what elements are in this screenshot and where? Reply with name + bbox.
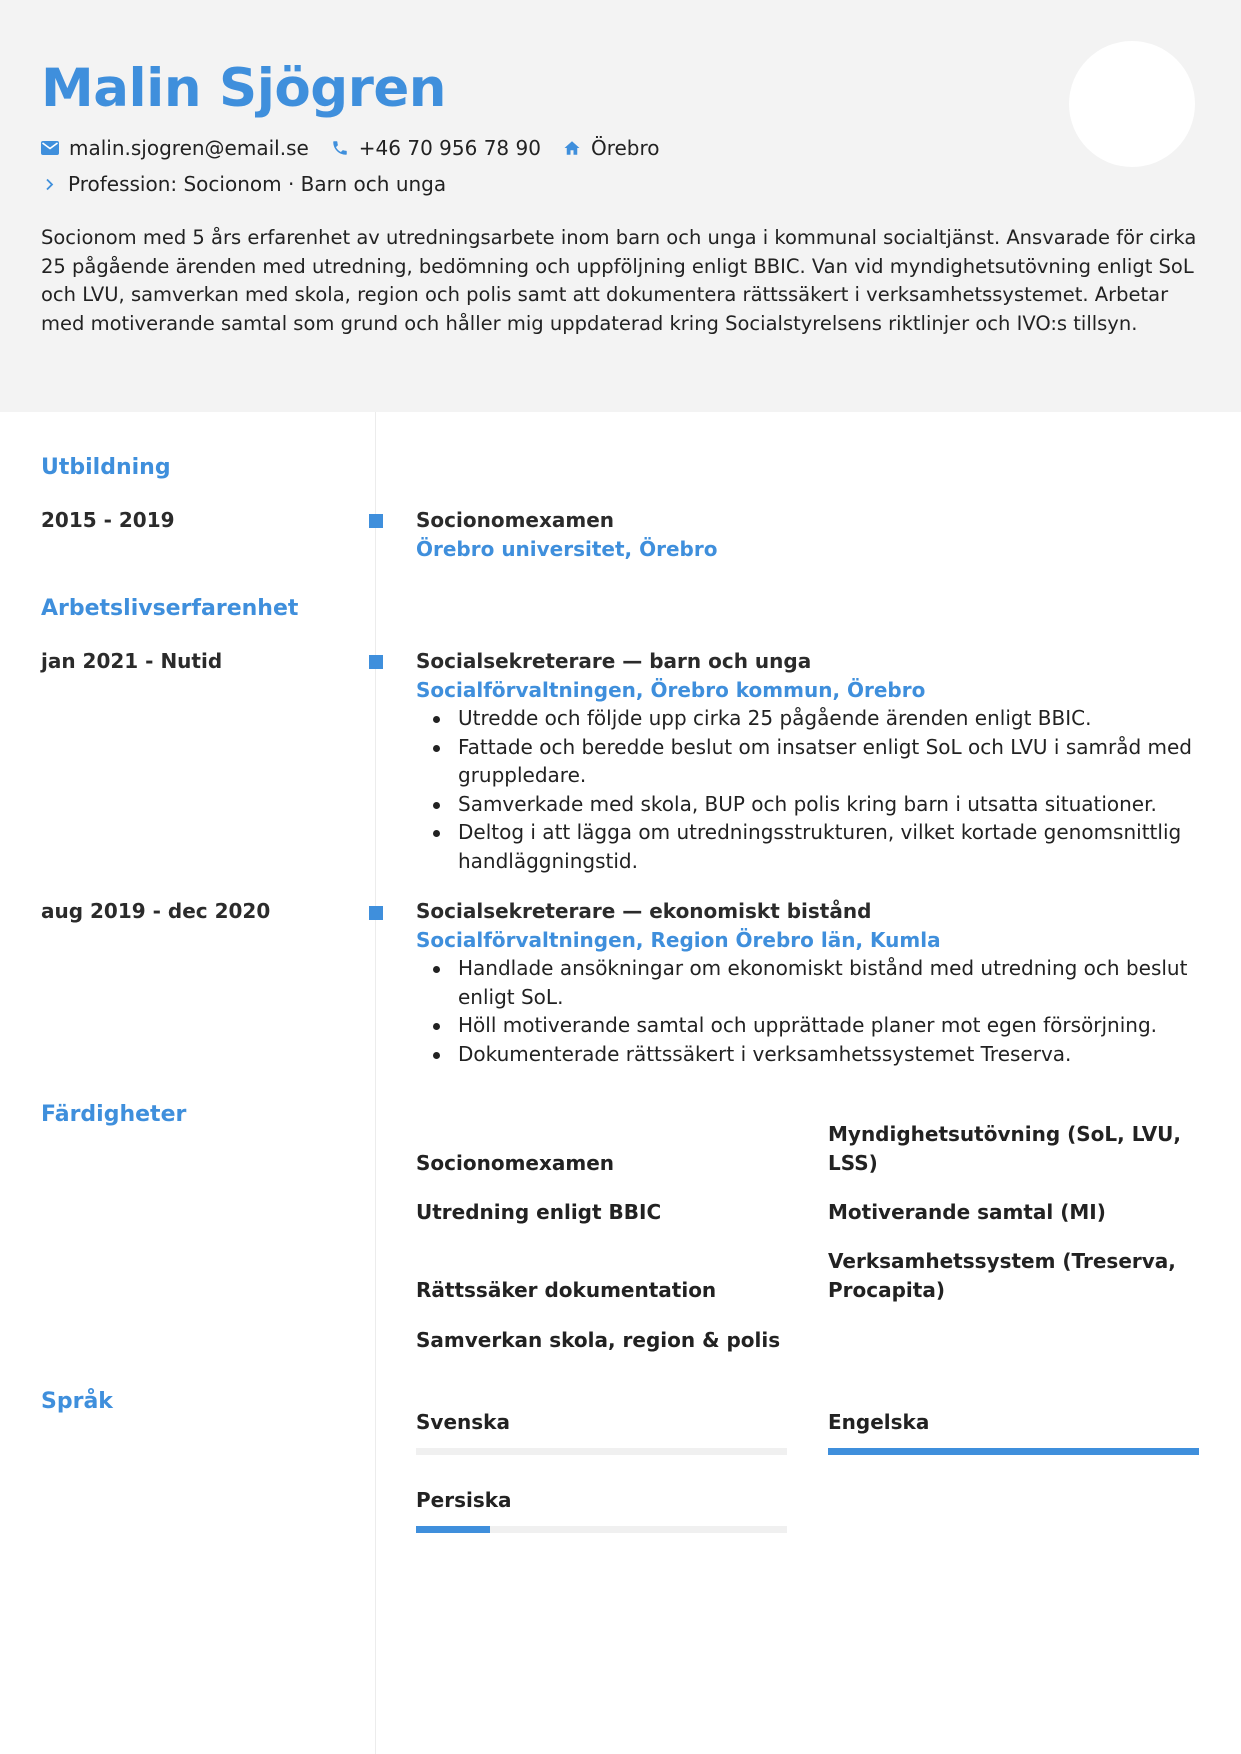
list-item: Deltog i att lägga om utredningsstrukturen, vilket kortade genomsnittlig handläggningstid. — [416, 818, 1196, 875]
section-title-languages: Språk — [41, 1389, 113, 1414]
experience-role: Socialsekreterare — ekonomiskt bistånd — [416, 899, 872, 923]
profile-summary: Socionom med 5 års erfarenhet av utredningsarbete inom barn och unga i kommunal socialtjänst. Ansvarade för cirka 25 pågående ärenden med utredning, bedömning och uppföljning enligt BBIC. Van vid myndighetsutövning enligt SoL och LVU, samverkan med skola, region och polis samt att dokumentera rättssäkert i verksamhetssystemet. Arbetar med motiverande samtal som grund och håller mig uppdaterad kring Socialstyrelsens riktlinjer och IVO:s tillsyn. — [41, 226, 1197, 336]
language-name: Engelska — [828, 1410, 930, 1434]
list-item: Samverkade med skola, BUP och polis kring barn i utsatta situationer. — [416, 790, 1196, 819]
timeline-marker — [369, 655, 383, 669]
profession-text: Profession: Socionom · Barn och unga — [68, 172, 447, 196]
education-date: 2015 - 2019 — [41, 508, 175, 532]
email-text: malin.sjogren@email.se — [69, 136, 309, 160]
home-icon — [563, 139, 581, 157]
profile-photo-placeholder — [1069, 41, 1195, 167]
list-item: Fattade och beredde beslut om insatser enligt SoL och LVU i samråd med gruppledare. — [416, 733, 1196, 790]
contact-phone[interactable] — [331, 136, 541, 160]
language-name: Svenska — [416, 1410, 510, 1434]
experience-bullets — [416, 954, 1196, 1068]
skill-item: Myndighetsutövning (SoL, LVU, LSS) — [828, 1122, 1182, 1175]
skill-item: Motiverande samtal (MI) — [828, 1200, 1106, 1224]
language-level-bar — [416, 1526, 787, 1533]
profession-line — [41, 172, 446, 196]
experience-role: Socialsekreterare — barn och unga — [416, 649, 812, 673]
experience-org: Socialförvaltningen, Örebro kommun, Örebro — [416, 678, 926, 702]
phone-icon — [331, 139, 349, 157]
city-text: Örebro — [590, 136, 660, 160]
experience-org: Socialförvaltningen, Region Örebro län, Kumla — [416, 928, 941, 952]
contact-city — [563, 136, 660, 160]
education-degree: Socionomexamen — [416, 508, 615, 532]
section-title-education: Utbildning — [41, 455, 171, 480]
skill-item: Rättssäker dokumentation — [416, 1278, 717, 1302]
language-level-bar — [416, 1448, 787, 1455]
column-divider — [375, 412, 376, 1754]
experience-date: jan 2021 - Nutid — [41, 649, 223, 673]
experience-date: aug 2019 - dec 2020 — [41, 899, 271, 923]
list-item: Dokumenterade rättssäkert i verksamhetssystemet Treserva. — [416, 1040, 1196, 1069]
education-school: Örebro universitet, Örebro — [416, 537, 718, 561]
skill-item: Samverkan skola, region & polis — [416, 1328, 781, 1352]
timeline-marker — [369, 514, 383, 528]
skill-item: Verksamhetssystem (Treserva, Procapita) — [828, 1249, 1176, 1302]
skill-item: Socionomexamen — [416, 1151, 615, 1175]
section-title-skills: Färdigheter — [41, 1102, 187, 1127]
language-level-bar — [828, 1448, 1199, 1455]
timeline-marker — [369, 906, 383, 920]
contact-row — [41, 136, 682, 160]
language-level-fill — [416, 1526, 490, 1533]
header — [0, 0, 1241, 412]
contact-email[interactable] — [41, 136, 309, 160]
experience-bullets — [416, 704, 1196, 876]
list-item: Utredde och följde upp cirka 25 pågående ärenden enligt BBIC. — [416, 704, 1196, 733]
list-item: Höll motiverande samtal och upprättade planer mot egen försörjning. — [416, 1011, 1196, 1040]
candidate-name: Malin Sjögren — [41, 58, 447, 119]
phone-text: +46 70 956 78 90 — [358, 136, 541, 160]
skill-item: Utredning enligt BBIC — [416, 1200, 662, 1224]
chevron-right-icon — [45, 178, 54, 191]
language-name: Persiska — [416, 1488, 512, 1512]
list-item: Handlade ansökningar om ekonomiskt bistånd med utredning och beslut enligt SoL. — [416, 954, 1196, 1011]
language-level-fill — [828, 1448, 1199, 1455]
envelope-icon — [41, 141, 59, 155]
section-title-experience: Arbetslivserfarenhet — [41, 596, 299, 621]
